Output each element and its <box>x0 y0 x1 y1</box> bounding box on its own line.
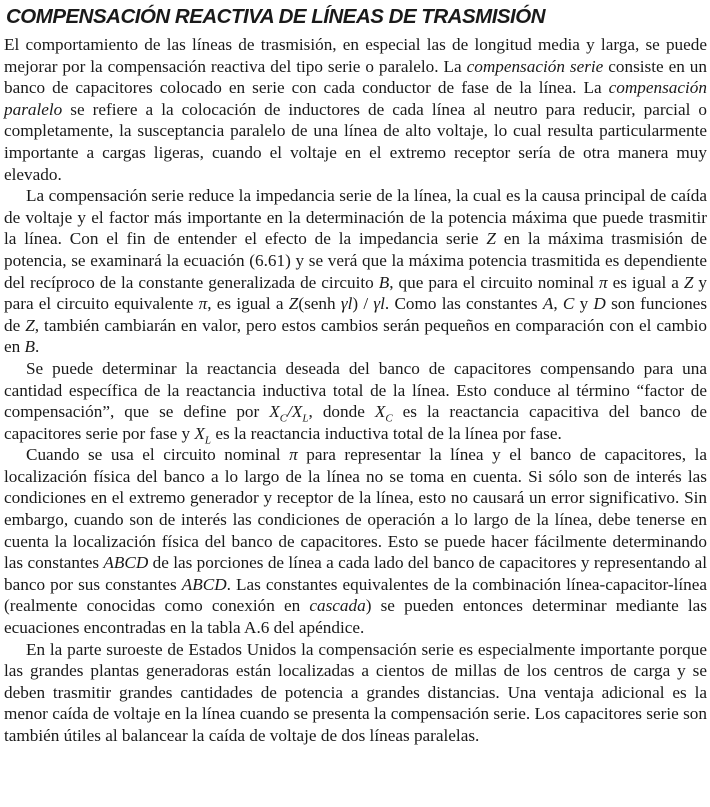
text-run: ) / <box>352 294 374 314</box>
text-run: , también cambiarán en valor, pero estos cambios serán pequeños en comparación con el cambio en <box>4 315 707 357</box>
math-symbol: π <box>289 445 298 465</box>
text-run: En la parte suroeste de Estados Unidos la compensación serie es especialmente importante porque las grandes plantas generadoras están localizadas a cientos de millas de los centros de carga y se deben trasmitir grandes cantidades de potencia a grandes distancias. Una ventaja adicional es la menor caída de voltaje en la línea cuando se presenta la compensación serie. Los capacitores serie son también útiles al balancear la caída de voltaje de dos líneas paralelas. <box>4 639 707 745</box>
text-run: . Las constantes equivalentes de la combinación línea-capacitor-línea (realmente conocidas como conexión en <box>4 574 707 616</box>
math-symbol: Z <box>486 229 496 249</box>
math-symbol: Z <box>683 272 694 292</box>
text-run: . <box>35 337 40 357</box>
text-run: consiste en un banco de capacitores colocado en serie con cada conductor de fase de la línea. La <box>4 56 707 98</box>
math-symbol: D <box>593 294 606 314</box>
math-symbol: π <box>198 294 208 314</box>
math-symbol: γl <box>373 294 385 314</box>
term-cascada: cascada <box>309 596 366 616</box>
text-run: (senh <box>298 294 341 314</box>
math-symbol: A <box>542 294 554 314</box>
text-run: La compensación serie reduce la impedancia serie de la línea, la cual es la causa principal de caída de voltaje y el factor más importante en la determinación de la potencia máxima que puede trasmitir la línea. Con el fin de entender el efecto de la impedancia serie <box>4 186 707 249</box>
math-symbol: Z <box>25 315 35 335</box>
text-run: y para el circuito equivalente <box>4 272 708 314</box>
math-symbol: ABCD <box>181 574 227 594</box>
term-compensacion-paralelo: compensación paralelo <box>4 78 707 119</box>
math-symbol: / <box>287 402 292 422</box>
math-symbol: π <box>599 272 608 292</box>
math-symbol: B <box>24 337 36 357</box>
paragraph-2 <box>4 185 707 358</box>
text-run: ) se pueden entonces determinar mediante las ecuaciones encontradas en la tabla A.6 del apéndice. <box>4 596 707 638</box>
math-subscript: L <box>204 434 212 447</box>
text-run: , donde <box>308 402 375 422</box>
term-compensacion-serie: compensación serie <box>466 56 604 76</box>
text-run: El comportamiento de las líneas de trasmisión, en especial las de longitud media y larga, se puede mejorar por la compensación reactiva del tipo serie o paralelo. La <box>4 35 707 76</box>
section-heading: COMPENSACIÓN REACTIVA DE LÍNEAS DE TRASMISIÓN <box>6 5 546 28</box>
text-run: en la máxima trasmisión de potencia, se examinará la ecuación (6.61) y se verá que la máxima potencia trasmitida es dependiente del recíproco de la constante generalizada de circuito <box>4 229 707 292</box>
text-run: , que para el circuito nominal <box>389 272 600 292</box>
paragraph-5 <box>4 639 707 747</box>
document-page <box>4 0 707 747</box>
text-run: son funciones de <box>4 294 708 335</box>
text-run: para representar la línea y el banco de capacitores, la localización física del banco a lo largo de la línea no se toma en cuenta. Si sólo son de interés las condiciones en el extremo generador y receptor de la línea, esto no causará un error significativo. Sin embargo, cuando son de interés las condiciones de operación a lo largo de la línea, debe tenerse en cuenta la localización física del banco de capacitores. Esto se puede hacer fácilmente determinando las constantes <box>4 445 707 573</box>
text-run: , es igual a <box>207 294 289 314</box>
math-symbol: X <box>374 402 386 422</box>
paragraph-1 <box>4 34 707 185</box>
math-subscript: L <box>302 412 309 425</box>
math-symbol: X <box>291 402 303 422</box>
math-subscript: C <box>279 412 288 425</box>
text-run: , <box>553 294 563 314</box>
text-run: es la reactancia inductiva total de la línea por fase. <box>211 423 562 443</box>
text-run: es igual a <box>607 272 684 292</box>
text-run: se refiere a la colocación de inductores de cada línea al neutro para reducir, parcial o completamente, la susceptancia paralelo de una línea de alto voltaje, lo cual resulta particularmente importante a cargas ligeras, cuando el voltaje en el extremo receptor sería de otra manera muy elevado. <box>4 99 707 184</box>
math-symbol: γl <box>340 294 353 314</box>
math-subscript: C <box>385 412 393 425</box>
text-run: . Como las constantes <box>384 294 543 314</box>
math-symbol: C <box>562 294 575 314</box>
math-symbol: X <box>194 423 205 443</box>
paragraph-4 <box>4 444 707 638</box>
math-symbol: ABCD <box>103 553 149 573</box>
text-run: Se puede determinar la reactancia deseada del banco de capacitores compensando para una cantidad específica de la reactancia inductiva total de la línea. Esto conduce al término “factor de compensación”, que se define por <box>4 358 707 422</box>
text-run: y <box>574 294 594 314</box>
text-run: Cuando se usa el circuito nominal <box>26 445 290 465</box>
math-symbol: B <box>378 272 390 292</box>
paragraph-3 <box>4 358 707 447</box>
text-run: de las porciones de línea a cada lado del banco de capacitores y representando al banco por sus constantes <box>4 553 707 594</box>
text-run: es la reactancia capacitiva del banco de capacitores serie por fase y <box>4 402 707 443</box>
math-symbol: X <box>269 402 280 422</box>
math-symbol: Z <box>288 294 299 314</box>
